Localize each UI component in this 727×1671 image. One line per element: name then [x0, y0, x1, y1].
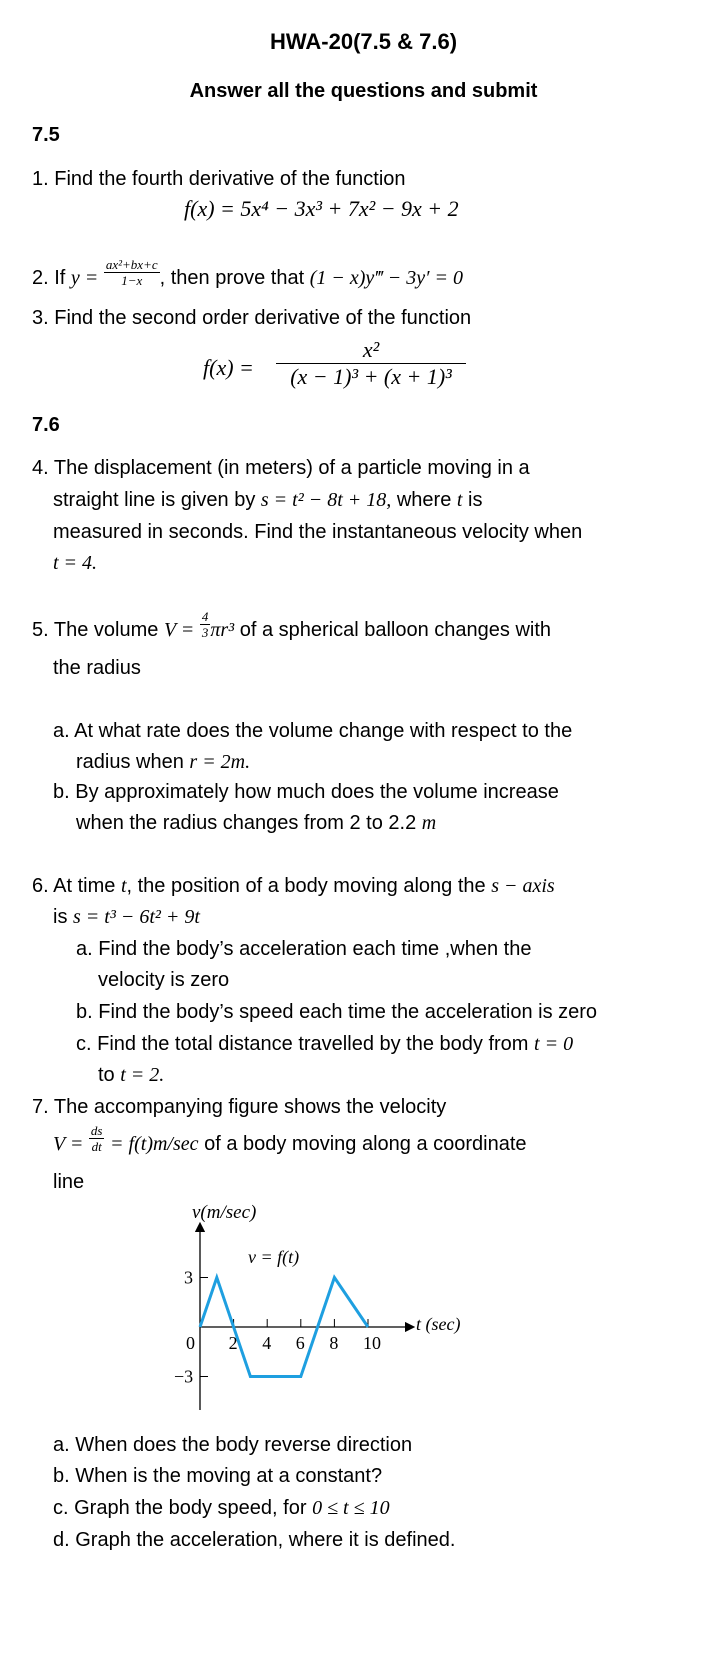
q3-numerator: x²	[276, 337, 466, 364]
q6-axis: s − axis	[491, 875, 555, 897]
q7-c-text: c. Graph the body speed, for	[53, 1497, 307, 1519]
q6-a-line1: a. Find the body’s acceleration each time ,when the	[76, 938, 532, 960]
q7-formula: = f(t)m/sec	[110, 1133, 199, 1155]
q6-c-text: c. Find the total distance travelled by the body from	[76, 1033, 529, 1055]
q5-v-eq: V =	[163, 619, 195, 641]
series-label: v = f(t)	[248, 1247, 300, 1267]
page-title: HWA-20(7.5 & 7.6)	[269, 29, 458, 54]
q6-c-formula: t = 0	[534, 1033, 574, 1055]
q6-line2-text: is	[53, 906, 68, 928]
q4-line2	[53, 488, 482, 512]
q7-b: b. When is the moving at a constant?	[53, 1465, 383, 1487]
q4-line2-c: is	[468, 489, 483, 511]
section-heading-7-6: 7.6	[32, 414, 60, 436]
q7-fraction	[89, 1123, 105, 1154]
x-tick-label: 0	[186, 1333, 195, 1353]
x-axis-label: t (sec)	[416, 1314, 461, 1334]
q4-line3: measured in seconds. Find the instantaneous velocity when	[53, 521, 583, 543]
instruction: Answer all the questions and submit	[189, 80, 538, 102]
velocity-chart	[160, 1195, 490, 1420]
q6-c-line2-text: to	[98, 1064, 115, 1086]
q5-b-line1: b. By approximately how much does the volume increase	[53, 781, 559, 803]
q5-a-formula: r = 2m.	[189, 751, 251, 773]
q5-formula-tail: πr³	[210, 619, 235, 641]
q2-numerator: ax²+bx+c	[105, 257, 158, 273]
q6-formula: s = t³ − 6t² + 9t	[73, 906, 200, 928]
q3-lhs: f(x) =	[203, 355, 254, 380]
q2-fraction	[104, 257, 160, 288]
q5-a-line2-text: radius when	[76, 751, 184, 773]
x-tick-label: 4	[262, 1333, 272, 1353]
q5-b-line2-text: when the radius changes from 2 to 2.2	[76, 812, 417, 834]
q6-c-line1	[76, 1032, 573, 1056]
q3-text: 3. Find the second order derivative of the function	[32, 307, 472, 329]
q4-line1: 4. The displacement (in meters) of a particle moving in a	[32, 457, 530, 479]
q7-line2	[53, 1123, 527, 1156]
y-tick-label: −3	[174, 1366, 194, 1387]
q5-fraction	[200, 609, 211, 640]
q5-frac-den: 3	[201, 625, 209, 641]
q2-line	[32, 257, 463, 290]
x-tick-label: 8	[329, 1333, 339, 1353]
q3-denominator: (x − 1)³ + (x + 1)³	[290, 364, 452, 389]
section-heading-7-5: 7.5	[32, 124, 60, 146]
q1-formula: f(x) = 5x⁴ − 3x³ + 7x² − 9x + 2	[184, 196, 459, 221]
q4-line2-b: where	[396, 489, 452, 511]
x-tick-label: 6	[295, 1333, 305, 1353]
q5-suffix: of a spherical balloon changes with	[239, 619, 552, 641]
q6-line1-text: 6. At time	[32, 875, 116, 897]
q7-c-formula: 0 ≤ t ≤ 10	[312, 1497, 390, 1519]
q5-line2: the radius	[53, 657, 141, 679]
q5-prefix: 5. The volume	[32, 619, 159, 641]
q7-c	[53, 1496, 390, 1520]
q2-y-eq: y =	[70, 267, 99, 289]
q6-line2	[53, 905, 200, 929]
q2-middle: , then prove that	[159, 267, 305, 289]
q4-line4: t = 4.	[53, 552, 98, 574]
q6-b-line1: b. Find the body’s speed each time the acceleration is zero	[76, 1001, 598, 1023]
q7-line1: 7. The accompanying figure shows the velocity	[32, 1096, 447, 1118]
q6-c-line2-formula: t = 2.	[120, 1064, 165, 1086]
q5-line1	[32, 609, 552, 642]
q2-formula: (1 − x)y‴ − 3y′ = 0	[309, 267, 463, 289]
q7-frac-num: ds	[90, 1123, 103, 1139]
q2-prefix: 2. If	[32, 267, 66, 289]
q4-line2-a: straight line is given by	[53, 489, 256, 511]
q7-line3: line	[53, 1171, 85, 1193]
q6-line1	[32, 874, 555, 898]
q5-b-line2	[76, 811, 436, 835]
q6-a-line2: velocity is zero	[98, 969, 230, 991]
q7-v-eq: V =	[53, 1133, 84, 1155]
q5-frac-num: 4	[201, 609, 209, 625]
q5-b-unit: m	[421, 812, 437, 834]
y-tick-label: 3	[184, 1267, 193, 1288]
q1-text: 1. Find the fourth derivative of the function	[32, 168, 406, 190]
q3-fraction	[276, 337, 466, 390]
q7-a: a. When does the body reverse direction	[53, 1434, 413, 1456]
y-axis-label: v(m/sec)	[192, 1202, 257, 1223]
q5-a-line2	[76, 750, 250, 774]
q6-line1-mid: , the position of a body moving along the	[126, 875, 486, 897]
q4-t: t	[456, 489, 463, 511]
q4-formula: s = t² − 8t + 18,	[260, 489, 392, 511]
q7-suffix: of a body moving along a coordinate	[204, 1133, 527, 1155]
x-tick-label: 2	[228, 1333, 238, 1353]
q6-c-line2	[98, 1063, 164, 1087]
q6-t: t	[120, 875, 127, 897]
q5-a-line1: a. At what rate does the volume change with respect to the	[53, 720, 573, 742]
q2-denominator: 1−x	[121, 273, 143, 289]
x-tick-label: 10	[363, 1333, 381, 1353]
q7-frac-den: dt	[91, 1139, 102, 1155]
q7-d: d. Graph the acceleration, where it is defined.	[53, 1529, 456, 1551]
